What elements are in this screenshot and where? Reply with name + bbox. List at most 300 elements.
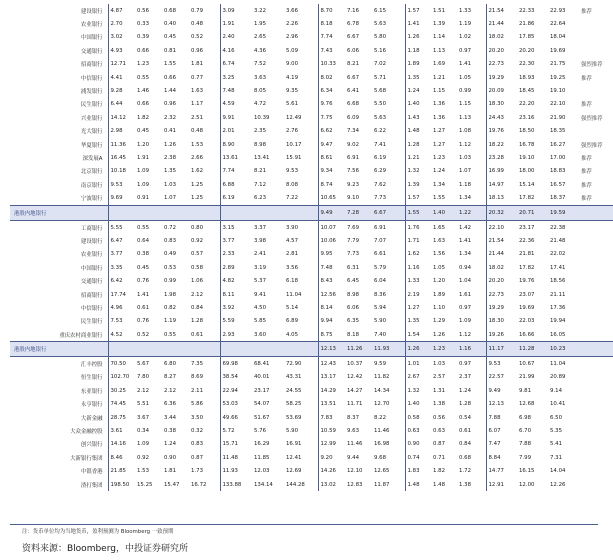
value-cell: 5.63 [372, 111, 405, 124]
value-cell: 20.09 [488, 88, 504, 95]
bank-name: 永亨银行 [10, 398, 108, 411]
value-cell: 1.26 [164, 141, 177, 148]
bank-name: 民生银行 [10, 98, 108, 111]
table-row [10, 274, 613, 287]
rating-tag [579, 261, 613, 274]
value-cell: 8.70 [320, 7, 333, 14]
value-cell: 7.41 [372, 138, 405, 151]
rating-tag [579, 274, 613, 287]
table-row [10, 17, 613, 30]
value-cell: 13.51 [320, 401, 336, 408]
value-cell: 9.69 [110, 195, 123, 202]
table-row [10, 138, 613, 151]
bank-name: 大众金融控股 [10, 424, 108, 437]
value-cell: 5.94 [372, 301, 405, 314]
value-cell: 5.61 [284, 98, 318, 111]
value-cell: 20.20 [519, 47, 535, 54]
bank-name: 建设银行 [10, 4, 108, 17]
value-cell: 8.05 [254, 88, 267, 95]
table-row [10, 191, 613, 205]
value-cell: 2.19 [407, 291, 420, 298]
value-cell: 2.12 [164, 387, 177, 394]
value-cell: 0.32 [189, 424, 220, 437]
value-cell: 1.21 [433, 74, 446, 81]
value-cell: 0.66 [137, 47, 150, 54]
bank-name: 南京银行 [10, 178, 108, 191]
value-cell: 0.82 [164, 304, 177, 311]
value-cell: 2.89 [222, 264, 235, 271]
value-cell: 1.15 [457, 98, 486, 111]
empty-cell [135, 342, 162, 357]
empty-cell [189, 205, 220, 220]
section-header-row [10, 342, 613, 357]
rating-tag [579, 220, 613, 234]
value-cell: 1.07 [164, 195, 177, 202]
aggregate-value: 7.28 [345, 205, 372, 220]
value-cell: 2.38 [164, 154, 177, 161]
value-cell: 1.09 [137, 181, 150, 188]
value-cell: 0.38 [164, 428, 177, 435]
empty-cell [108, 205, 135, 220]
value-cell: 23.17 [519, 224, 535, 231]
value-cell: 22.03 [519, 318, 535, 325]
value-cell: 1.10 [433, 304, 446, 311]
value-cell: 16.78 [519, 141, 535, 148]
value-cell: 4.36 [254, 47, 267, 54]
aggregate-value: 1.40 [431, 205, 457, 220]
value-cell: 6.89 [284, 315, 318, 328]
value-cell: 1.18 [407, 47, 420, 54]
value-cell: 6.61 [372, 248, 405, 261]
aggregate-value: 10.23 [548, 342, 579, 357]
value-cell: 19.69 [519, 304, 535, 311]
value-cell: 0.97 [457, 301, 486, 314]
value-cell: 1.91 [222, 21, 235, 28]
value-cell: 1.34 [433, 181, 446, 188]
aggregate-value: 6.67 [372, 205, 405, 220]
value-cell: 1.23 [433, 154, 446, 161]
value-cell: 18.02 [488, 34, 504, 41]
value-cell: 0.63 [433, 428, 446, 435]
value-cell: 0.74 [407, 454, 420, 461]
source-line: 资料来源：Bloomberg，中投证券研究所 [22, 544, 188, 554]
value-cell: 1.89 [407, 61, 420, 68]
value-cell: 15.14 [519, 181, 535, 188]
table-row [10, 220, 613, 234]
value-cell: 7.80 [137, 374, 150, 381]
value-cell: 3.67 [137, 414, 150, 421]
value-cell: 0.96 [189, 44, 220, 57]
table-row [10, 371, 613, 384]
value-cell: 7.34 [347, 128, 360, 135]
value-cell: 2.57 [433, 374, 446, 381]
value-cell: 3.37 [254, 224, 267, 231]
bank-name: 大新银行集团 [10, 451, 108, 464]
value-cell: 38.54 [222, 374, 238, 381]
rating-tag [579, 398, 613, 411]
value-cell: 0.84 [457, 438, 486, 451]
value-cell: 18.02 [488, 264, 504, 271]
value-cell: 15.47 [164, 481, 180, 488]
aggregate-value: 1.16 [457, 342, 486, 357]
footnote: 注：货币单位均为当地货币，盈利预测为 Bloomberg 一致预期 [22, 529, 174, 535]
value-cell: 7.48 [320, 264, 333, 271]
value-cell: 8.37 [347, 414, 360, 421]
value-cell: 5.86 [189, 398, 220, 411]
value-cell: 7.31 [550, 454, 563, 461]
value-cell: 12.83 [347, 481, 363, 488]
aggregate-value: 11.93 [372, 342, 405, 357]
value-cell: 1.12 [457, 138, 486, 151]
value-cell: 1.57 [407, 7, 420, 14]
value-cell: 1.69 [433, 61, 446, 68]
value-cell: 6.31 [347, 264, 360, 271]
value-cell: 7.52 [254, 61, 267, 68]
value-cell: 2.11 [189, 384, 220, 397]
value-cell: 54.07 [254, 401, 270, 408]
value-cell: 0.61 [189, 328, 220, 342]
value-cell: 8.08 [284, 178, 318, 191]
value-cell: 1.44 [164, 88, 177, 95]
value-cell: 9.53 [284, 165, 318, 178]
rating-tag [579, 17, 613, 30]
value-cell: 0.45 [164, 34, 177, 41]
value-cell: 18.22 [488, 141, 504, 148]
rating-tag [579, 44, 613, 57]
value-cell: 2.35 [254, 128, 267, 135]
rating-tag [579, 438, 613, 451]
table-row [10, 125, 613, 138]
value-cell: 9.95 [320, 251, 333, 258]
value-cell: 0.38 [137, 251, 150, 258]
value-cell: 3.35 [110, 264, 123, 271]
value-cell: 72.90 [284, 357, 318, 371]
value-cell: 1.13 [433, 47, 446, 54]
value-cell: 1.73 [189, 465, 220, 478]
table-row [10, 151, 613, 164]
value-cell: 8.11 [222, 291, 235, 298]
value-cell: 11.36 [110, 141, 126, 148]
value-cell: 1.34 [457, 191, 486, 205]
value-cell: 12.49 [284, 111, 318, 124]
value-cell: 14.27 [347, 387, 363, 394]
value-cell: 18.56 [550, 278, 566, 285]
value-cell: 1.82 [137, 114, 150, 121]
value-cell: 12.13 [488, 401, 504, 408]
value-cell: 5.14 [284, 301, 318, 314]
value-cell: 20.20 [488, 278, 504, 285]
value-cell: 0.68 [164, 7, 177, 14]
value-cell: 6.47 [110, 237, 123, 244]
empty-cell [220, 342, 252, 357]
empty-cell [162, 342, 189, 357]
bank-name: 招商银行 [10, 288, 108, 301]
value-cell: 2.67 [407, 374, 420, 381]
value-cell: 22.30 [519, 61, 535, 68]
value-cell: 22.02 [550, 251, 566, 258]
bank-name: 农业银行 [10, 248, 108, 261]
value-cell: 3.98 [254, 237, 267, 244]
value-cell: 17.85 [519, 34, 535, 41]
value-cell: 1.33 [407, 278, 420, 285]
value-cell: 19.94 [550, 318, 566, 325]
table-row [10, 315, 613, 328]
value-cell: 22.10 [550, 101, 566, 108]
aggregate-value: 20.32 [486, 205, 517, 220]
value-cell: 10.17 [284, 138, 318, 151]
value-cell: 9.41 [254, 291, 267, 298]
value-cell: 0.52 [137, 331, 150, 338]
value-cell: 3.02 [110, 34, 123, 41]
value-cell: 3.90 [284, 220, 318, 234]
value-cell: 1.40 [407, 101, 420, 108]
table-row [10, 328, 613, 342]
value-cell: 6.19 [222, 195, 235, 202]
value-cell: 18.00 [519, 168, 535, 175]
value-cell: 12.42 [347, 374, 363, 381]
value-cell: 10.18 [110, 168, 126, 175]
value-cell: 22.73 [488, 61, 504, 68]
value-cell: 18.30 [488, 101, 504, 108]
value-cell: 7.35 [189, 357, 220, 371]
value-cell: 5.67 [137, 361, 150, 368]
value-cell: 9.91 [222, 114, 235, 121]
value-cell: 6.45 [347, 278, 360, 285]
value-cell: 13.02 [320, 481, 336, 488]
value-cell: 5.90 [372, 315, 405, 328]
value-cell: 7.53 [110, 318, 123, 325]
table-row [10, 301, 613, 314]
value-cell: 53.69 [284, 411, 318, 424]
value-cell: 0.84 [189, 301, 220, 314]
value-cell: 0.80 [189, 220, 220, 234]
value-cell: 18.30 [488, 318, 504, 325]
value-cell: 1.98 [164, 291, 177, 298]
value-cell: 11.93 [222, 468, 238, 475]
table-bottom-rule [10, 524, 598, 525]
value-cell: 7.56 [347, 168, 360, 175]
value-cell: 3.15 [222, 224, 235, 231]
value-cell: 1.05 [457, 71, 486, 84]
value-cell: 8.27 [164, 374, 177, 381]
value-cell: 13.17 [320, 374, 336, 381]
value-cell: 21.85 [110, 468, 126, 475]
value-cell: 20.20 [488, 47, 504, 54]
value-cell: 3.61 [110, 428, 123, 435]
value-cell: 1.40 [407, 401, 420, 408]
value-cell: 16.29 [254, 441, 270, 448]
value-cell: 8.75 [320, 331, 333, 338]
value-cell: 0.87 [189, 451, 220, 464]
value-cell: 1.13 [457, 111, 486, 124]
value-cell: 19.29 [488, 304, 504, 311]
value-cell: 8.43 [320, 278, 333, 285]
table-row [10, 261, 613, 274]
value-cell: 1.01 [407, 361, 420, 368]
value-cell: 14.29 [320, 387, 336, 394]
value-cell: 0.76 [137, 278, 150, 285]
value-cell: 3.50 [189, 411, 220, 424]
value-cell: 9.49 [488, 387, 501, 394]
value-cell: 0.63 [407, 428, 420, 435]
rating-tag [579, 234, 613, 247]
value-cell: 1.48 [407, 128, 420, 135]
value-cell: 6.36 [164, 401, 177, 408]
value-cell: 70.50 [110, 361, 126, 368]
value-cell: 18.04 [550, 34, 566, 41]
value-cell: 5.80 [372, 31, 405, 44]
value-cell: 17.36 [550, 304, 566, 311]
value-cell: 1.91 [137, 154, 150, 161]
value-cell: 1.76 [407, 224, 420, 231]
value-cell: 1.32 [407, 168, 420, 175]
value-cell: 1.03 [457, 151, 486, 164]
value-cell: 17.74 [110, 291, 126, 298]
value-cell: 9.53 [110, 181, 123, 188]
value-cell: 1.57 [407, 195, 420, 202]
value-cell: 51.67 [254, 414, 270, 421]
value-cell: 21.86 [519, 21, 535, 28]
bank-name: 招商银行 [10, 58, 108, 71]
value-cell: 0.48 [189, 17, 220, 30]
value-cell: 6.34 [320, 88, 333, 95]
value-cell: 1.36 [433, 114, 446, 121]
value-cell: 1.56 [433, 251, 446, 258]
value-cell: 0.77 [189, 71, 220, 84]
value-cell: 1.28 [407, 141, 420, 148]
value-cell: 0.66 [164, 74, 177, 81]
value-cell: 5.68 [372, 84, 405, 97]
rating-tag [579, 424, 613, 437]
table-row [10, 58, 613, 71]
value-cell: 0.97 [457, 44, 486, 57]
value-cell: 4.57 [284, 234, 318, 247]
value-cell: 16.45 [110, 154, 126, 161]
value-cell: 0.92 [137, 454, 150, 461]
value-cell: 11.04 [284, 288, 318, 301]
value-cell: 1.82 [433, 468, 446, 475]
value-cell: 6.09 [347, 114, 360, 121]
value-cell: 4.87 [110, 7, 123, 14]
value-cell: 6.80 [164, 361, 177, 368]
bank-name: 光大银行 [10, 125, 108, 138]
value-cell: 0.55 [137, 74, 150, 81]
value-cell: 24.55 [284, 384, 318, 397]
empty-cell [252, 342, 284, 357]
value-cell: 8.18 [347, 331, 360, 338]
value-cell: 8.14 [320, 304, 333, 311]
value-cell: 0.53 [164, 264, 177, 271]
value-cell: 16.91 [284, 438, 318, 451]
value-cell: 0.45 [137, 128, 150, 135]
empty-cell [189, 342, 220, 357]
value-cell: 2.66 [189, 151, 220, 164]
rating-tag [579, 84, 613, 97]
value-cell: 16.05 [550, 331, 566, 338]
value-cell: 0.92 [189, 234, 220, 247]
value-cell: 19.76 [519, 278, 535, 285]
value-cell: 23.28 [488, 154, 504, 161]
value-cell: 1.24 [407, 88, 420, 95]
value-cell: 11.46 [372, 424, 405, 437]
value-cell: 1.53 [137, 468, 150, 475]
value-cell: 18.37 [550, 195, 566, 202]
value-cell: 24.43 [488, 114, 504, 121]
value-cell: 7.69 [347, 224, 360, 231]
value-cell: 2.70 [110, 21, 123, 28]
value-cell: 0.33 [137, 21, 150, 28]
rating-tag: 强烈推荐 [581, 115, 603, 122]
value-cell: 8.98 [347, 291, 360, 298]
rating-tag [579, 465, 613, 478]
value-cell: 6.67 [347, 74, 360, 81]
value-cell: 1.28 [189, 315, 220, 328]
value-cell: 22.20 [519, 101, 535, 108]
empty-cell [162, 205, 189, 220]
value-cell: 14.77 [488, 468, 504, 475]
value-cell: 1.20 [433, 278, 446, 285]
value-cell: 21.54 [488, 237, 504, 244]
value-cell: 6.06 [347, 47, 360, 54]
value-cell: 16.99 [488, 168, 504, 175]
value-cell: 1.41 [137, 291, 150, 298]
value-cell: 7.83 [320, 414, 333, 421]
value-cell: 9.59 [372, 357, 405, 371]
value-cell: 1.35 [407, 318, 420, 325]
table-row [10, 465, 613, 478]
value-cell: 16.66 [519, 331, 535, 338]
value-cell: 14.34 [372, 384, 405, 397]
empty-cell [108, 342, 135, 357]
value-cell: 8.21 [254, 168, 267, 175]
value-cell: 0.99 [457, 84, 486, 97]
value-cell: 1.35 [164, 168, 177, 175]
value-cell: 134.14 [254, 481, 273, 488]
value-cell: 6.04 [372, 274, 405, 287]
value-cell: 6.19 [372, 151, 405, 164]
value-cell: 9.94 [320, 318, 333, 325]
value-cell: 19.69 [550, 47, 566, 54]
value-cell: 6.15 [372, 4, 405, 17]
value-cell: 1.27 [433, 128, 446, 135]
value-cell: 10.67 [519, 361, 535, 368]
value-cell: 7.07 [372, 234, 405, 247]
value-cell: 6.67 [347, 34, 360, 41]
bank-name: 华夏银行 [10, 138, 108, 151]
value-cell: 4.96 [110, 304, 123, 311]
value-cell: 17.82 [519, 195, 535, 202]
value-cell: 21.48 [550, 237, 566, 244]
value-cell: 9.20 [320, 454, 333, 461]
value-cell: 2.33 [222, 251, 235, 258]
value-cell: 6.22 [372, 125, 405, 138]
value-cell: 3.77 [110, 251, 123, 258]
bank-valuation-table [10, 4, 613, 491]
empty-cell [135, 205, 162, 220]
value-cell: 7.02 [372, 58, 405, 71]
aggregate-value: 11.28 [517, 342, 548, 357]
value-cell: 8.22 [372, 411, 405, 424]
value-cell: 7.43 [320, 47, 333, 54]
bank-name: 创兴银行 [10, 438, 108, 451]
value-cell: 1.39 [433, 21, 446, 28]
value-cell: 102.70 [110, 374, 130, 381]
value-cell: 1.54 [407, 331, 420, 338]
value-cell: 0.58 [407, 414, 420, 421]
value-cell: 19.76 [488, 128, 504, 135]
value-cell: 10.59 [320, 428, 336, 435]
value-cell: 7.40 [372, 328, 405, 342]
